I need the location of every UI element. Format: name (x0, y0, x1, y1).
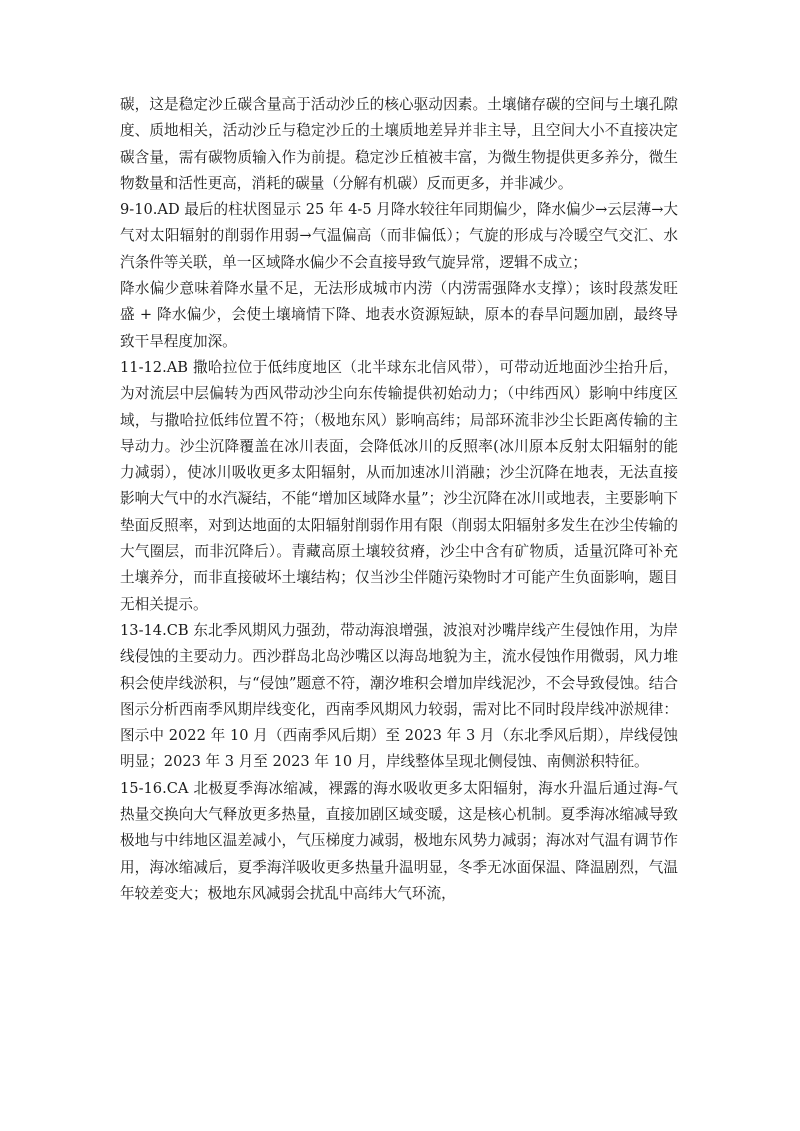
answer-explanation-text (120, 92, 678, 907)
paragraph-q9-10-continued: 降水偏少意味着降水量不足，无法形成城市内涝（内涝需强降水支撑）；该时段蒸发旺盛 + 降水偏少，会使土壤墒情下降、地表水资源短缺，原本的春旱问题加剧，最终导致干旱程度加深。 (120, 280, 678, 350)
paragraph-q13-14: 13-14.CB 东北季风期风力强劲，带动海浪增强，波浪对沙嘴岸线产生侵蚀作用，为岸线侵蚀的主要动力。西沙群岛北岛沙嘴区以海岛地貌为主，流水侵蚀作用微弱，风力堆积会使岸线淤积，与“侵蚀”题意不符，潮汐堆积会增加岸线泥沙，不会导致侵蚀。结合图示分析西南季风期岸线变化，西南季风期风力较弱，需对比不同时段岸线冲淤规律：图示中 2022 年 10 月（西南季风后期）至 2023 年 3 月（东北季风后期），岸线侵蚀明显；2023 年 3 月至 2023 年 10 月，岸线整体呈现北侧侵蚀、南侧淤积特征。 (120, 621, 678, 771)
paragraph-carbon-dunes: 碳，这是稳定沙丘碳含量高于活动沙丘的核心驱动因素。土壤储存碳的空间与土壤孔隙度、质地相关，活动沙丘与稳定沙丘的土壤质地差异并非主导，且空间大小不直接决定碳含量，需有碳物质输入作为前提。稳定沙丘植被丰富，为微生物提供更多养分，微生物数量和活性更高，消耗的碳量（分解有机碳）反而更多，并非减少。 (120, 96, 678, 192)
paragraph-q9-10: 9-10.AD 最后的柱状图显示 25 年 4-5 月降水较往年同期偏少，降水偏少→云层薄→大气对太阳辐射的削弱作用弱→气温偏高（而非偏低）；气旋的形成与冷暖空气交汇、水汽条件等关联，单一区域降水偏少不会直接导致气旋异常，逻辑不成立； (120, 201, 679, 271)
paragraph-q11-12: 11-12.AB 撒哈拉位于低纬度地区（北半球东北信风带），可带动近地面沙尘抬升后，为对流层中层偏转为西风带动沙尘向东传输提供初始动力；（中纬西风）影响中纬度区域，与撒哈拉低纬位置不符；（极地东风）影响高纬；局部环流非沙尘长距离传输的主导动力。沙尘沉降覆盖在冰川表面，会降低冰川的反照率(冰川原本反射太阳辐射的能力减弱），使冰川吸收更多太阳辐射，从而加速冰川消融；沙尘沉降在地表，无法直接影响大气中的水汽凝结，不能“增加区域降水量”；沙尘沉降在冰川或地表，主要影响下垫面反照率，对到达地面的太阳辐射削弱作用有限（削弱太阳辐射多发生在沙尘传输的大气圈层，而非沉降后）。青藏高原土壤较贫瘠，沙尘中含有矿物质，适量沉降可补充土壤养分，而非直接破坏土壤结构；仅当沙尘伴随污染物时才可能产生负面影响，题目无相关提示。 (120, 358, 678, 613)
paragraph-q15-16: 15-16.CA 北极夏季海冰缩减，裸露的海水吸收更多太阳辐射，海水升温后通过海-气热量交换向大气释放更多热量，直接加剧区域变暖，这是核心机制。夏季海冰缩减导致极地与中纬地区温差减小，气压梯度力减弱，极地东风势力减弱；海冰对气温有调节作用，海冰缩减后，夏季海洋吸收更多热量升温明显，冬季无冰面保温、降温剧烈，气温年较差变大；极地东风减弱会扰乱中高纬大气环流， (120, 779, 678, 902)
